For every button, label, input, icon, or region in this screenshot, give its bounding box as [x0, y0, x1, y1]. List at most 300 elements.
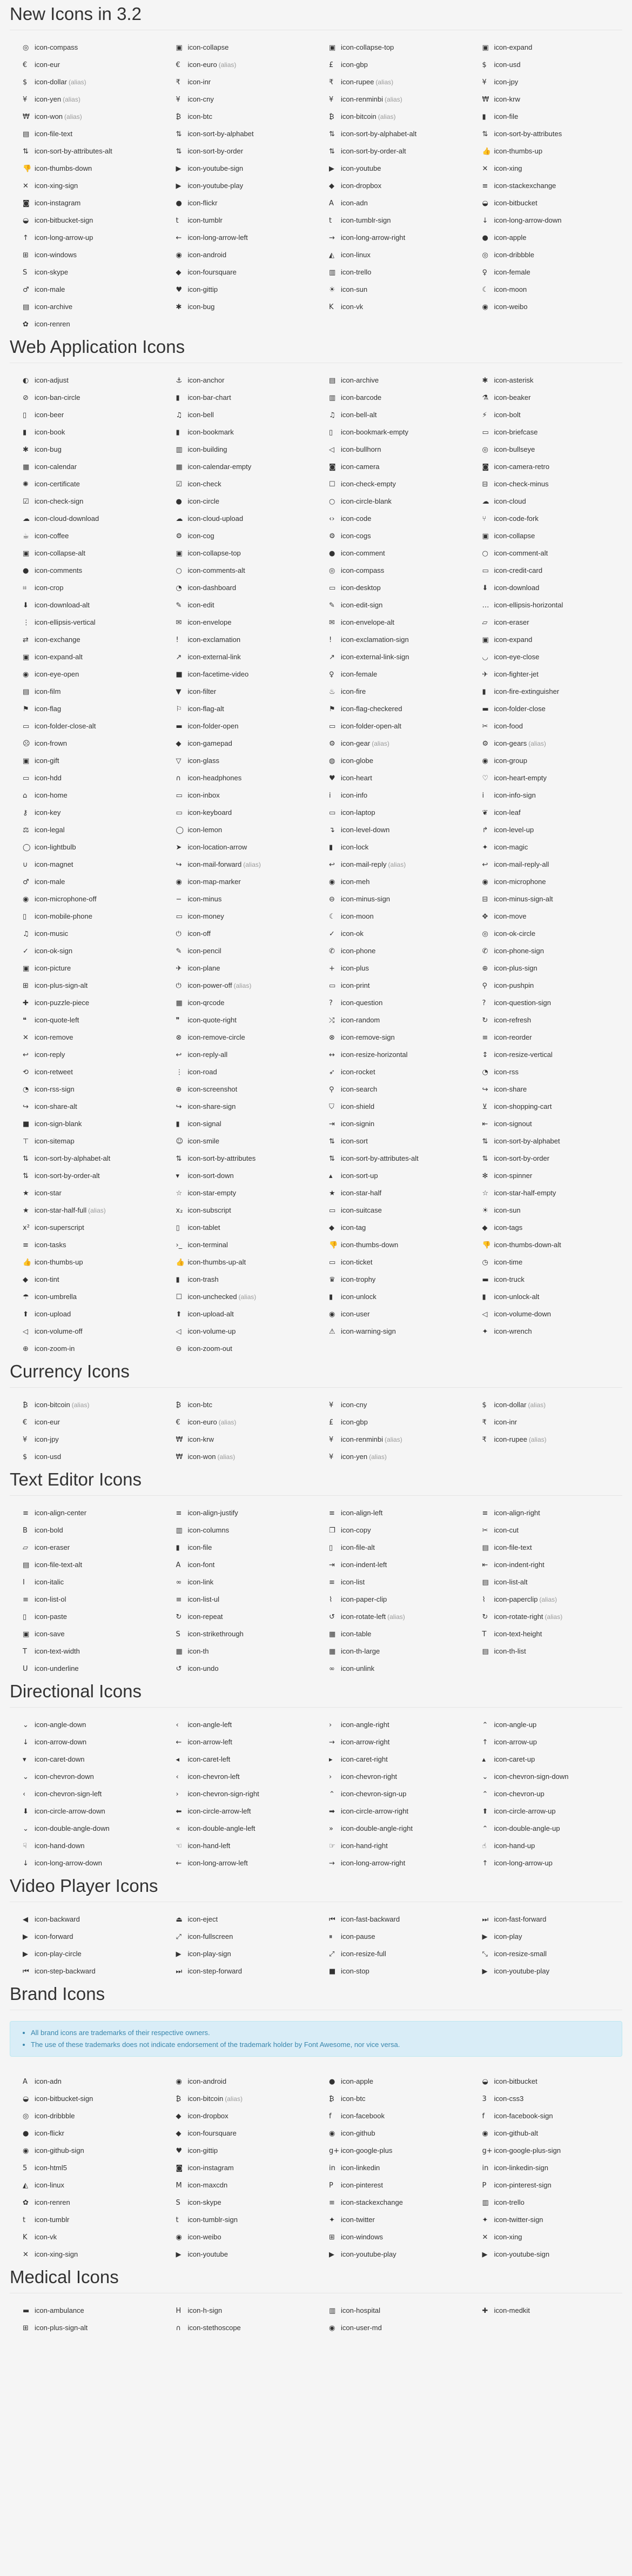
- icon-entry[interactable]: [10, 1768, 163, 1785]
- icon-entry[interactable]: [469, 804, 623, 821]
- icon-entry[interactable]: [469, 2142, 623, 2159]
- icon-entry[interactable]: [10, 2142, 163, 2159]
- icon-entry[interactable]: [316, 856, 469, 873]
- icon-entry[interactable]: [10, 597, 163, 614]
- icon-entry[interactable]: [10, 476, 163, 493]
- icon-entry[interactable]: [316, 2107, 469, 2125]
- icon-entry[interactable]: [10, 2319, 163, 2337]
- icon-entry[interactable]: [316, 1556, 469, 1574]
- icon-entry[interactable]: [10, 372, 163, 389]
- icon-entry[interactable]: [316, 1608, 469, 1625]
- icon-entry[interactable]: [316, 424, 469, 441]
- icon-entry[interactable]: [10, 994, 163, 1012]
- icon-entry[interactable]: [163, 264, 317, 281]
- icon-entry[interactable]: [316, 56, 469, 73]
- icon-entry[interactable]: [316, 1133, 469, 1150]
- icon-entry[interactable]: [316, 770, 469, 787]
- icon-entry[interactable]: [316, 1539, 469, 1556]
- icon-entry[interactable]: [163, 2177, 317, 2194]
- icon-entry[interactable]: [10, 1504, 163, 1522]
- icon-entry[interactable]: [469, 631, 623, 648]
- icon-entry[interactable]: [163, 666, 317, 683]
- icon-entry[interactable]: [316, 925, 469, 942]
- icon-entry[interactable]: [316, 1855, 469, 1872]
- icon-entry[interactable]: [10, 56, 163, 73]
- icon-entry[interactable]: [10, 579, 163, 597]
- icon-entry[interactable]: [163, 1288, 317, 1306]
- icon-entry[interactable]: [469, 1431, 623, 1448]
- icon-entry[interactable]: [316, 1185, 469, 1202]
- icon-entry[interactable]: [10, 2090, 163, 2107]
- icon-entry[interactable]: [469, 1556, 623, 1574]
- icon-entry[interactable]: [163, 1323, 317, 1340]
- icon-entry[interactable]: [469, 1625, 623, 1643]
- icon-entry[interactable]: [163, 1236, 317, 1254]
- icon-entry[interactable]: [10, 1271, 163, 1288]
- icon-entry[interactable]: [163, 2302, 317, 2319]
- icon-entry[interactable]: [316, 177, 469, 195]
- icon-entry[interactable]: [10, 1046, 163, 1063]
- icon-entry[interactable]: [163, 752, 317, 770]
- icon-entry[interactable]: [469, 718, 623, 735]
- icon-entry[interactable]: [469, 873, 623, 891]
- icon-entry[interactable]: [469, 125, 623, 143]
- icon-entry[interactable]: [163, 2142, 317, 2159]
- icon-entry[interactable]: [316, 821, 469, 839]
- icon-entry[interactable]: [163, 648, 317, 666]
- icon-entry[interactable]: [163, 2194, 317, 2211]
- icon-entry[interactable]: [10, 527, 163, 545]
- icon-entry[interactable]: [163, 1396, 317, 1414]
- icon-entry[interactable]: [163, 458, 317, 476]
- icon-entry[interactable]: [316, 264, 469, 281]
- icon-entry[interactable]: [10, 942, 163, 960]
- icon-entry[interactable]: [469, 1185, 623, 1202]
- icon-entry[interactable]: [316, 1323, 469, 1340]
- icon-entry[interactable]: [469, 1219, 623, 1236]
- icon-entry[interactable]: [163, 2229, 317, 2246]
- icon-entry[interactable]: [469, 1063, 623, 1081]
- icon-entry[interactable]: [10, 1098, 163, 1115]
- icon-entry[interactable]: [469, 1115, 623, 1133]
- icon-entry[interactable]: [163, 143, 317, 160]
- icon-entry[interactable]: [163, 908, 317, 925]
- icon-entry[interactable]: [163, 39, 317, 56]
- icon-entry[interactable]: [469, 1539, 623, 1556]
- icon-entry[interactable]: [469, 942, 623, 960]
- icon-entry[interactable]: [163, 1855, 317, 1872]
- icon-entry[interactable]: [163, 160, 317, 177]
- icon-entry[interactable]: [163, 1768, 317, 1785]
- icon-entry[interactable]: [10, 683, 163, 700]
- icon-entry[interactable]: [469, 1288, 623, 1306]
- icon-entry[interactable]: [469, 56, 623, 73]
- icon-entry[interactable]: [163, 2090, 317, 2107]
- icon-entry[interactable]: [469, 2125, 623, 2142]
- icon-entry[interactable]: [10, 1625, 163, 1643]
- icon-entry[interactable]: [10, 160, 163, 177]
- icon-entry[interactable]: [10, 1574, 163, 1591]
- icon-entry[interactable]: [163, 1271, 317, 1288]
- icon-entry[interactable]: [163, 1945, 317, 1963]
- icon-entry[interactable]: [316, 839, 469, 856]
- icon-entry[interactable]: [316, 2177, 469, 2194]
- icon-entry[interactable]: [163, 212, 317, 229]
- icon-entry[interactable]: [10, 1396, 163, 1414]
- icon-entry[interactable]: [469, 1236, 623, 1254]
- icon-entry[interactable]: [469, 406, 623, 424]
- icon-entry[interactable]: [10, 125, 163, 143]
- icon-entry[interactable]: [469, 212, 623, 229]
- icon-entry[interactable]: [316, 718, 469, 735]
- icon-entry[interactable]: [469, 2194, 623, 2211]
- icon-entry[interactable]: [316, 1625, 469, 1643]
- icon-entry[interactable]: [469, 1012, 623, 1029]
- icon-entry[interactable]: [163, 1660, 317, 1677]
- icon-entry[interactable]: [469, 441, 623, 458]
- icon-entry[interactable]: [10, 908, 163, 925]
- icon-entry[interactable]: [163, 1522, 317, 1539]
- icon-entry[interactable]: [163, 1963, 317, 1980]
- icon-entry[interactable]: [163, 1785, 317, 1803]
- icon-entry[interactable]: [469, 2177, 623, 2194]
- icon-entry[interactable]: [469, 73, 623, 91]
- icon-entry[interactable]: [10, 821, 163, 839]
- icon-entry[interactable]: [163, 1643, 317, 1660]
- icon-entry[interactable]: [163, 1167, 317, 1185]
- icon-entry[interactable]: [469, 1522, 623, 1539]
- icon-entry[interactable]: [10, 1945, 163, 1963]
- icon-entry[interactable]: [469, 960, 623, 977]
- icon-entry[interactable]: [469, 1643, 623, 1660]
- icon-entry[interactable]: [10, 1340, 163, 1357]
- icon-entry[interactable]: [10, 2159, 163, 2177]
- icon-entry[interactable]: [163, 942, 317, 960]
- icon-entry[interactable]: [10, 2211, 163, 2229]
- icon-entry[interactable]: [163, 579, 317, 597]
- icon-entry[interactable]: [163, 298, 317, 316]
- icon-entry[interactable]: [469, 424, 623, 441]
- icon-entry[interactable]: [10, 1236, 163, 1254]
- icon-entry[interactable]: [10, 1219, 163, 1236]
- icon-entry[interactable]: [10, 891, 163, 908]
- icon-entry[interactable]: [10, 839, 163, 856]
- icon-entry[interactable]: [316, 229, 469, 246]
- icon-entry[interactable]: [10, 264, 163, 281]
- icon-entry[interactable]: [10, 2229, 163, 2246]
- icon-entry[interactable]: [163, 1254, 317, 1271]
- icon-entry[interactable]: [163, 545, 317, 562]
- icon-entry[interactable]: [469, 856, 623, 873]
- icon-entry[interactable]: [10, 1150, 163, 1167]
- icon-entry[interactable]: [10, 977, 163, 994]
- icon-entry[interactable]: [469, 493, 623, 510]
- icon-entry[interactable]: [316, 527, 469, 545]
- icon-entry[interactable]: [316, 1837, 469, 1855]
- icon-entry[interactable]: [469, 994, 623, 1012]
- icon-entry[interactable]: [316, 1591, 469, 1608]
- icon-entry[interactable]: [10, 1539, 163, 1556]
- icon-entry[interactable]: [469, 1202, 623, 1219]
- icon-entry[interactable]: [10, 545, 163, 562]
- icon-entry[interactable]: [10, 1414, 163, 1431]
- icon-entry[interactable]: [10, 1751, 163, 1768]
- icon-entry[interactable]: [316, 1928, 469, 1945]
- icon-entry[interactable]: [316, 372, 469, 389]
- icon-entry[interactable]: [316, 908, 469, 925]
- icon-entry[interactable]: [163, 1029, 317, 1046]
- icon-entry[interactable]: [316, 891, 469, 908]
- icon-entry[interactable]: [316, 406, 469, 424]
- icon-entry[interactable]: [469, 1768, 623, 1785]
- icon-entry[interactable]: [163, 631, 317, 648]
- icon-entry[interactable]: [163, 977, 317, 994]
- icon-entry[interactable]: [316, 281, 469, 298]
- icon-entry[interactable]: [469, 1855, 623, 1872]
- icon-entry[interactable]: [316, 160, 469, 177]
- icon-entry[interactable]: [316, 614, 469, 631]
- icon-entry[interactable]: [469, 2211, 623, 2229]
- icon-entry[interactable]: [469, 2302, 623, 2319]
- icon-entry[interactable]: [316, 804, 469, 821]
- icon-entry[interactable]: [316, 195, 469, 212]
- icon-entry[interactable]: [469, 39, 623, 56]
- icon-entry[interactable]: [316, 1029, 469, 1046]
- icon-entry[interactable]: [469, 1029, 623, 1046]
- icon-entry[interactable]: [469, 787, 623, 804]
- icon-entry[interactable]: [163, 372, 317, 389]
- icon-entry[interactable]: [10, 1081, 163, 1098]
- icon-entry[interactable]: [10, 1167, 163, 1185]
- icon-entry[interactable]: [163, 787, 317, 804]
- icon-entry[interactable]: [163, 510, 317, 527]
- icon-entry[interactable]: [163, 1081, 317, 1098]
- icon-entry[interactable]: [316, 1063, 469, 1081]
- icon-entry[interactable]: [316, 787, 469, 804]
- icon-entry[interactable]: [316, 458, 469, 476]
- icon-entry[interactable]: [10, 458, 163, 476]
- icon-entry[interactable]: [316, 1414, 469, 1431]
- icon-entry[interactable]: [469, 281, 623, 298]
- icon-entry[interactable]: [469, 298, 623, 316]
- icon-entry[interactable]: [316, 1081, 469, 1098]
- icon-entry[interactable]: [10, 39, 163, 56]
- icon-entry[interactable]: [316, 1945, 469, 1963]
- icon-entry[interactable]: [469, 143, 623, 160]
- icon-entry[interactable]: [10, 752, 163, 770]
- icon-entry[interactable]: [10, 389, 163, 406]
- icon-entry[interactable]: [469, 372, 623, 389]
- icon-entry[interactable]: [316, 2125, 469, 2142]
- icon-entry[interactable]: [163, 718, 317, 735]
- icon-entry[interactable]: [163, 91, 317, 108]
- icon-entry[interactable]: [316, 735, 469, 752]
- icon-entry[interactable]: [163, 125, 317, 143]
- icon-entry[interactable]: [163, 108, 317, 125]
- icon-entry[interactable]: [10, 281, 163, 298]
- icon-entry[interactable]: [469, 735, 623, 752]
- icon-entry[interactable]: [163, 1063, 317, 1081]
- icon-entry[interactable]: [316, 2159, 469, 2177]
- icon-entry[interactable]: [469, 2229, 623, 2246]
- icon-entry[interactable]: [163, 1046, 317, 1063]
- icon-entry[interactable]: [163, 1625, 317, 1643]
- icon-entry[interactable]: [469, 527, 623, 545]
- icon-entry[interactable]: [469, 579, 623, 597]
- icon-entry[interactable]: [10, 648, 163, 666]
- icon-entry[interactable]: [10, 441, 163, 458]
- icon-entry[interactable]: [469, 458, 623, 476]
- icon-entry[interactable]: [469, 666, 623, 683]
- icon-entry[interactable]: [163, 597, 317, 614]
- icon-entry[interactable]: [316, 873, 469, 891]
- icon-entry[interactable]: [316, 994, 469, 1012]
- icon-entry[interactable]: [469, 1167, 623, 1185]
- icon-entry[interactable]: [163, 1820, 317, 1837]
- icon-entry[interactable]: [163, 1608, 317, 1625]
- icon-entry[interactable]: [316, 1098, 469, 1115]
- icon-entry[interactable]: [469, 700, 623, 718]
- icon-entry[interactable]: [163, 1803, 317, 1820]
- icon-entry[interactable]: [316, 441, 469, 458]
- icon-entry[interactable]: [10, 735, 163, 752]
- icon-entry[interactable]: [316, 562, 469, 579]
- icon-entry[interactable]: [316, 246, 469, 264]
- icon-entry[interactable]: [469, 1716, 623, 1734]
- icon-entry[interactable]: [10, 787, 163, 804]
- icon-entry[interactable]: [316, 73, 469, 91]
- icon-entry[interactable]: [10, 1254, 163, 1271]
- icon-entry[interactable]: [469, 160, 623, 177]
- icon-entry[interactable]: [163, 424, 317, 441]
- icon-entry[interactable]: [10, 1288, 163, 1306]
- icon-entry[interactable]: [316, 1963, 469, 1980]
- icon-entry[interactable]: [10, 510, 163, 527]
- icon-entry[interactable]: [316, 1115, 469, 1133]
- icon-entry[interactable]: [10, 2125, 163, 2142]
- icon-entry[interactable]: [469, 1963, 623, 1980]
- icon-entry[interactable]: [163, 1448, 317, 1466]
- icon-entry[interactable]: [469, 821, 623, 839]
- icon-entry[interactable]: [469, 246, 623, 264]
- icon-entry[interactable]: [10, 177, 163, 195]
- icon-entry[interactable]: [10, 1928, 163, 1945]
- icon-entry[interactable]: [10, 804, 163, 821]
- icon-entry[interactable]: [163, 856, 317, 873]
- icon-entry[interactable]: [10, 1012, 163, 1029]
- icon-entry[interactable]: [10, 631, 163, 648]
- icon-entry[interactable]: [469, 597, 623, 614]
- icon-entry[interactable]: [469, 1098, 623, 1115]
- icon-entry[interactable]: [10, 212, 163, 229]
- icon-entry[interactable]: [316, 1643, 469, 1660]
- icon-entry[interactable]: [163, 1574, 317, 1591]
- icon-entry[interactable]: [163, 177, 317, 195]
- icon-entry[interactable]: [10, 925, 163, 942]
- icon-entry[interactable]: [10, 406, 163, 424]
- icon-entry[interactable]: [316, 125, 469, 143]
- icon-entry[interactable]: [163, 1306, 317, 1323]
- icon-entry[interactable]: [316, 2229, 469, 2246]
- icon-entry[interactable]: [316, 1820, 469, 1837]
- icon-entry[interactable]: [469, 1837, 623, 1855]
- icon-entry[interactable]: [10, 2107, 163, 2125]
- icon-entry[interactable]: [469, 2090, 623, 2107]
- icon-entry[interactable]: [316, 1288, 469, 1306]
- icon-entry[interactable]: [316, 683, 469, 700]
- icon-entry[interactable]: [163, 493, 317, 510]
- icon-entry[interactable]: [316, 545, 469, 562]
- icon-entry[interactable]: [163, 994, 317, 1012]
- icon-entry[interactable]: [316, 1150, 469, 1167]
- icon-entry[interactable]: [10, 195, 163, 212]
- icon-entry[interactable]: [163, 891, 317, 908]
- icon-entry[interactable]: [316, 1785, 469, 1803]
- icon-entry[interactable]: [163, 1431, 317, 1448]
- icon-entry[interactable]: [469, 752, 623, 770]
- icon-entry[interactable]: [316, 752, 469, 770]
- icon-entry[interactable]: [163, 1185, 317, 1202]
- icon-entry[interactable]: [163, 1414, 317, 1431]
- icon-entry[interactable]: [10, 1837, 163, 1855]
- icon-entry[interactable]: [163, 735, 317, 752]
- icon-entry[interactable]: [469, 1911, 623, 1928]
- icon-entry[interactable]: [10, 1911, 163, 1928]
- icon-entry[interactable]: [469, 1046, 623, 1063]
- icon-entry[interactable]: [316, 143, 469, 160]
- icon-entry[interactable]: [316, 212, 469, 229]
- icon-entry[interactable]: [163, 1734, 317, 1751]
- icon-entry[interactable]: [10, 1185, 163, 1202]
- icon-entry[interactable]: [10, 1660, 163, 1677]
- icon-entry[interactable]: [469, 683, 623, 700]
- icon-entry[interactable]: [469, 1504, 623, 1522]
- icon-entry[interactable]: [163, 1115, 317, 1133]
- icon-entry[interactable]: [316, 1396, 469, 1414]
- icon-entry[interactable]: [10, 493, 163, 510]
- icon-entry[interactable]: [316, 700, 469, 718]
- icon-entry[interactable]: [163, 195, 317, 212]
- icon-entry[interactable]: [163, 1837, 317, 1855]
- icon-entry[interactable]: [10, 960, 163, 977]
- icon-entry[interactable]: [10, 562, 163, 579]
- icon-entry[interactable]: [163, 1716, 317, 1734]
- icon-entry[interactable]: [163, 562, 317, 579]
- icon-entry[interactable]: [10, 2073, 163, 2090]
- icon-entry[interactable]: [163, 1591, 317, 1608]
- icon-entry[interactable]: [163, 683, 317, 700]
- icon-entry[interactable]: [316, 1504, 469, 1522]
- icon-entry[interactable]: [10, 316, 163, 333]
- icon-entry[interactable]: [316, 1046, 469, 1063]
- icon-entry[interactable]: [10, 1963, 163, 1980]
- icon-entry[interactable]: [10, 424, 163, 441]
- icon-entry[interactable]: [163, 389, 317, 406]
- icon-entry[interactable]: [163, 2246, 317, 2263]
- icon-entry[interactable]: [10, 2194, 163, 2211]
- icon-entry[interactable]: [316, 579, 469, 597]
- icon-entry[interactable]: [316, 298, 469, 316]
- icon-entry[interactable]: [316, 39, 469, 56]
- icon-entry[interactable]: [469, 1928, 623, 1945]
- icon-entry[interactable]: [316, 1431, 469, 1448]
- icon-entry[interactable]: [163, 614, 317, 631]
- icon-entry[interactable]: [316, 91, 469, 108]
- icon-entry[interactable]: [163, 281, 317, 298]
- icon-entry[interactable]: [469, 1591, 623, 1608]
- icon-entry[interactable]: [316, 648, 469, 666]
- icon-entry[interactable]: [10, 1115, 163, 1133]
